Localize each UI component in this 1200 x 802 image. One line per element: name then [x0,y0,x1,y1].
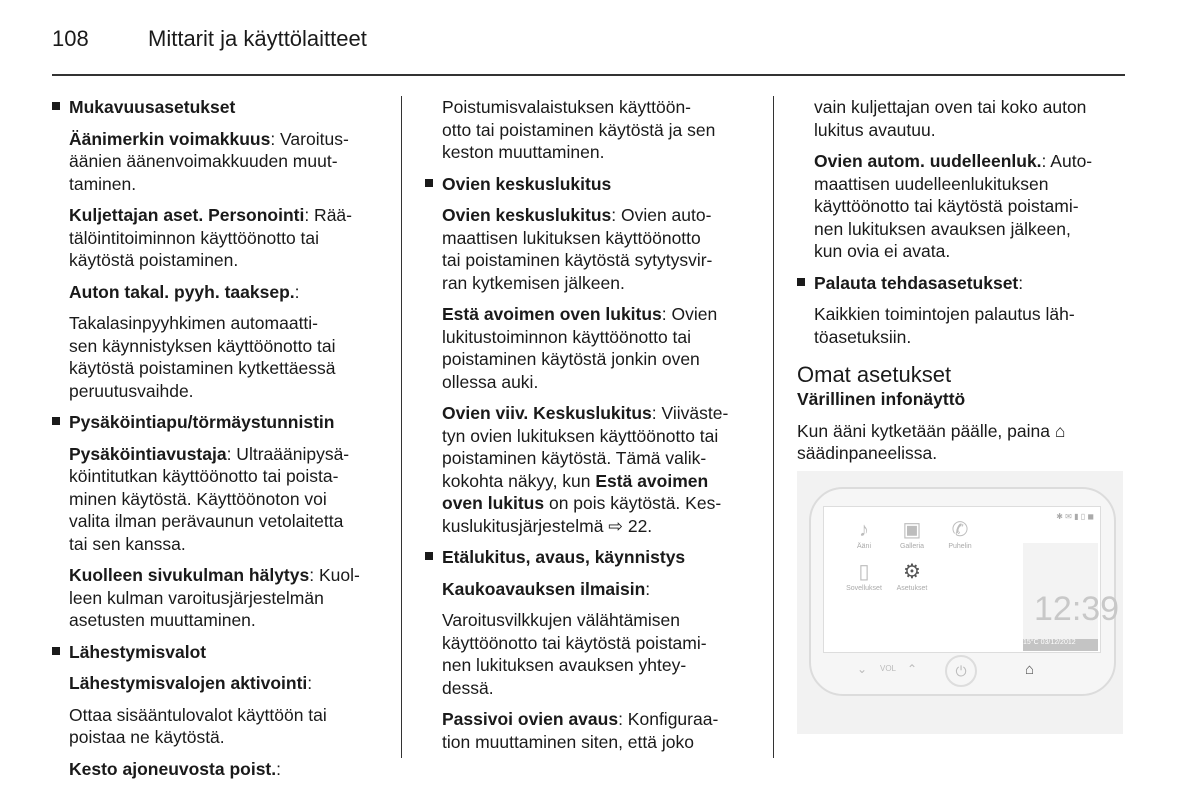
gear-icon: ⚙ [903,561,921,583]
text: köintitutkan käyttöönotto tai poista- [69,466,339,486]
text: Kaikkien toimintojen palautus läh- [814,304,1075,324]
text: Takalasinpyyhkimen automaatti- [69,313,319,333]
text: tai sen kanssa. [69,533,186,554]
text: tälöintitoiminnon käyttöönotto tai [69,227,320,248]
bullet-icon [52,417,60,425]
text: : [294,281,300,302]
text: : Kuol- [309,565,360,585]
setting-name: Pysäköintiavustaja [69,443,227,464]
text: Ottaa sisääntulovalot käyttöön tai [69,704,327,725]
app-label: Ääni [856,543,871,550]
page-reference: kuslukitusjärjestelmä ⇨ 22. [442,515,653,536]
text: : [276,758,281,779]
clock-time: 12:39 [1034,590,1120,628]
bullet-heading: Pysäköintiapu/törmäystunnistin [69,412,335,432]
text: : Rää- [304,205,352,225]
bullet-icon [425,179,433,187]
text: äänien äänenvoimakkuuden muut- [69,151,338,171]
bullet-icon [797,278,805,286]
infotainment-display-illustration [797,471,1123,734]
setting-name: Auton takal. pyyh. taaksep. [69,281,295,302]
volume-label: VOL [880,664,897,673]
date: 03/12/2012 [1040,639,1076,646]
text: ollessa auki. [442,371,539,392]
status-icons: ✱ ✉ ▮ ▯ ◼ [1056,512,1094,521]
text: on pois käytöstä. Kes- [544,493,722,513]
bullet-heading: Mukavuusasetukset [69,97,236,117]
header-rule [52,74,1125,76]
text: tion muuttaminen siten, että joko [442,731,694,752]
text: asetusten muuttaminen. [69,610,256,630]
text: : Ultraäänipysä- [226,443,350,464]
chevron-down-icon: ⌄ [857,662,868,676]
setting-name: Ovien autom. uudelleenluk. [814,151,1042,171]
text: otto tai poistaminen käytöstä ja sen [442,119,716,140]
text: : Ovien auto- [611,205,712,225]
text: käyttöönotto tai käytöstä poistami- [814,196,1079,216]
gallery-icon: ▣ [902,519,922,541]
bullet-heading: Palauta tehdasasetukset [814,272,1019,293]
column-3 [797,96,1132,465]
bullet-icon [52,102,60,110]
text: käytöstä poistaminen kytkettäessä [69,358,336,378]
date-bar [1023,639,1098,651]
text: : Varoitus- [270,128,349,149]
app-settings [887,559,937,592]
text: töasetuksiin. [814,326,912,347]
setting-name: Estä avoimen [595,470,709,491]
text: valita ilman perävaunun vetolaitetta [69,511,344,531]
text: dessä. [442,677,494,698]
text: : Konfiguraa- [618,709,719,729]
phone-icon: ✆ [951,519,969,541]
text: : [1018,272,1024,293]
setting-name: Ovien keskuslukitus [442,205,612,225]
apps-icon: ▯ [858,561,870,583]
text: säädinpaneelissa. [797,443,938,463]
text: : [645,578,651,599]
text: tai poistaminen käytöstä sytytysvir- [442,250,713,270]
subsection-heading: Värillinen infonäyttö [797,389,966,409]
text: kokohta näkyy, kun [442,470,596,491]
bullet-heading: Lähestymisvalot [69,641,207,662]
setting-name: Passivoi ovien avaus [442,709,619,729]
column-divider [401,96,402,758]
bullet-icon [425,552,433,560]
text: nen lukituksen avauksen yhtey- [442,655,687,675]
setting-name: Ovien viiv. Keskuslukitus [442,403,652,423]
text: minen käytöstä. Käyttöönoton voi [69,488,327,509]
text: Poistumisvalaistuksen käyttöön- [442,97,691,117]
setting-name: Kuolleen sivukulman hälytys [69,565,310,585]
text: maattisen lukituksen käyttöönotto [442,227,701,248]
text: : [307,673,313,693]
text: maattisen uudelleenlukituksen [814,173,1049,194]
home-icon: ⌂ [1025,661,1035,678]
device-screen [823,506,1120,653]
app-audio [839,517,889,550]
setting-name: Kuljettajan aset. Personointi [69,205,305,225]
setting-name: oven lukitus [442,493,545,513]
text: nen lukituksen avauksen jälkeen, [814,218,1071,239]
temperature: 15°C [1023,639,1039,646]
text: vain kuljettajan oven tai koko auton [814,97,1087,117]
app-label: Sovellukset [846,585,882,592]
text: keston muuttaminen. [442,142,605,162]
text: sen käynnistyksen käyttöönotto tai [69,335,336,356]
column-2 [425,96,765,753]
app-label: Puhelin [948,543,972,550]
text: ran kytkemisen jälkeen. [442,272,625,293]
text: lukitus avautuu. [814,119,936,140]
text: kun ovia ei avata. [814,241,951,261]
bullet-heading: Etälukitus, avaus, käynnistys [442,547,686,567]
text: : Ovien [661,304,718,324]
setting-name: Kesto ajoneuvosta poist. [69,758,277,779]
text: : Auto- [1041,151,1093,171]
text: leen kulman varoitusjärjestelmän [69,587,324,608]
power-icon: ⏻ [945,655,977,687]
bullet-heading: Ovien keskuslukitus [442,173,612,194]
text: tyn ovien lukituksen käyttöönotto tai [442,425,719,446]
music-note-icon: ♪ [859,519,869,541]
column-divider [773,96,774,758]
section-heading: Omat asetukset [797,362,952,387]
chevron-up-icon: ⌃ [907,662,918,676]
app-label: Asetukset [896,585,928,592]
text: lukitustoiminnon käyttöönotto tai [442,326,692,347]
app-applications [839,559,889,592]
text: Kun ääni kytketään päälle, paina ⌂ [797,420,1066,441]
text: poistaminen käytöstä jonkin oven [442,349,700,369]
app-gallery [887,517,937,550]
app-label: Galleria [899,543,925,550]
text: poistaa ne käytöstä. [69,727,225,747]
text: poistaminen käytöstä. Tämä valik- [442,448,707,468]
setting-name: Lähestymisvalojen aktivointi [69,673,308,693]
text: Varoitusvilkkujen välähtämisen [442,610,680,630]
setting-name: Äänimerkin voimakkuus [69,128,271,149]
text: peruutusvaihde. [69,380,194,401]
page-title: Mittarit ja käyttölaitteet [148,26,367,51]
column-1 [52,96,392,780]
setting-name: Estä avoimen oven lukitus [442,304,662,324]
text: käyttöönotto tai käytöstä poistami- [442,632,707,653]
bullet-icon [52,647,60,655]
app-phone [935,517,985,550]
text: : Viiväste- [651,403,729,423]
text: taminen. [69,173,137,194]
setting-name: Kaukoavauksen ilmaisin [442,578,646,599]
text: käytöstä poistaminen. [69,250,239,270]
page-number: 108 [52,26,89,51]
